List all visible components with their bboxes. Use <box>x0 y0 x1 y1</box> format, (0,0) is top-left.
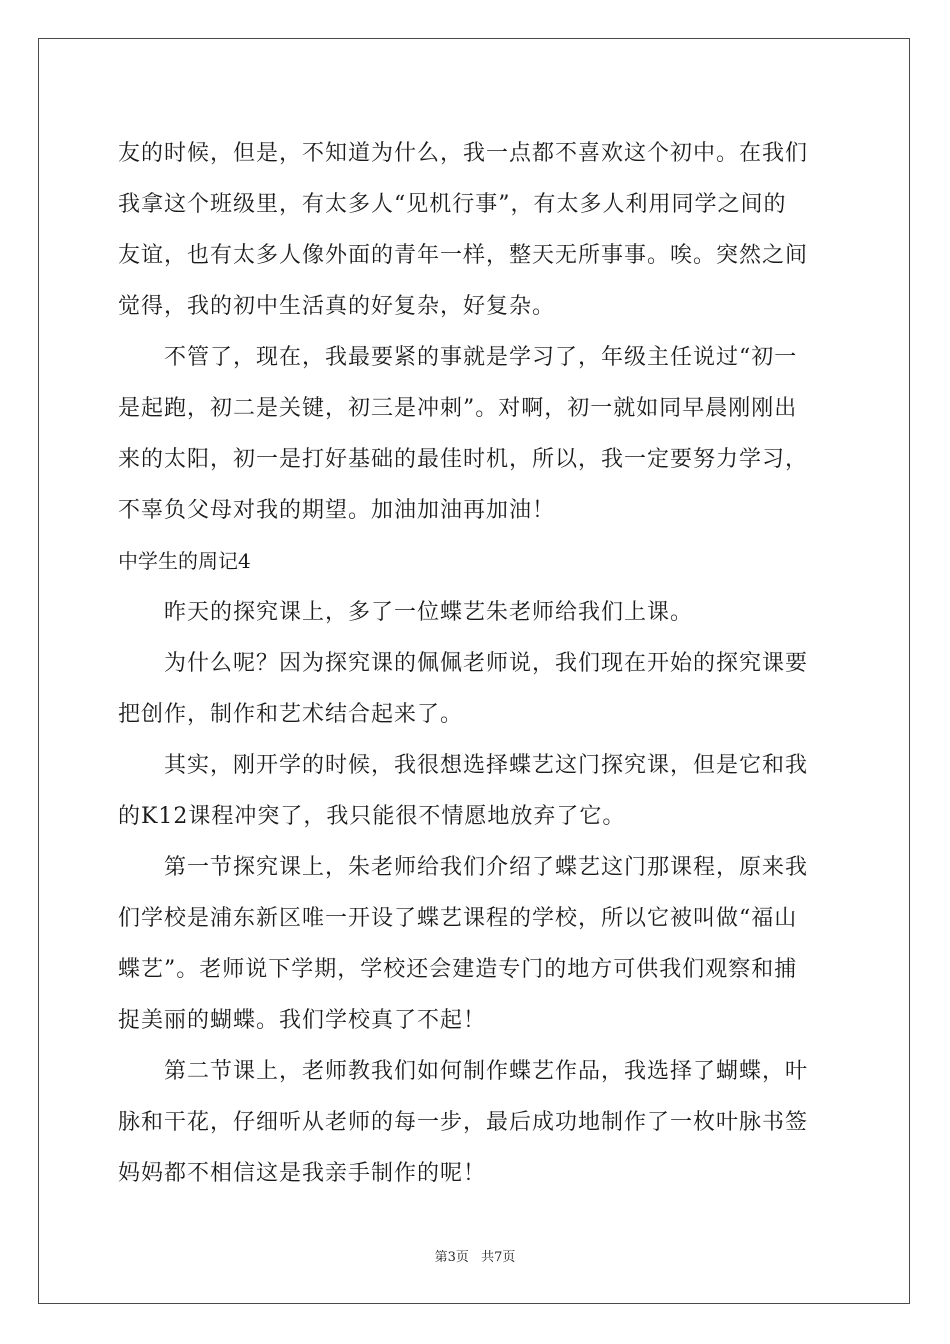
paragraph-line: 不辜负父母对我的期望。加油加油再加油！ <box>118 498 556 523</box>
paragraph-line: 友的时候，但是，不知道为什么，我一点都不喜欢这个初中。在我们 <box>118 141 809 166</box>
paragraph-line: 第二节课上，老师教我们如何制作蝶艺作品，我选择了蝴蝶，叶 <box>164 1059 809 1084</box>
paragraph-line: 的K12课程冲突了，我只能很不情愿地放弃了它。 <box>118 804 626 829</box>
paragraph-line: 妈妈都不相信这是我亲手制作的呢！ <box>118 1161 487 1186</box>
paragraph-line: 第一节探究课上，朱老师给我们介绍了蝶艺这门那课程，原来我 <box>164 855 809 880</box>
paragraph-line: 脉和干花，仔细听从老师的每一步，最后成功地制作了一枚叶脉书签 <box>118 1110 809 1135</box>
document-body <box>118 128 836 1199</box>
paragraph-line: 昨天的探究课上，多了一位蝶艺朱老师给我们上课。 <box>164 600 694 625</box>
paragraph-line: 是起跑，初二是关键，初三是冲刺”。对啊，初一就如同早晨刚刚出 <box>118 396 798 421</box>
paragraph-line: 其实，刚开学的时候，我很想选择蝶艺这门探究课，但是它和我 <box>164 753 809 778</box>
paragraph-line: 把创作，制作和艺术结合起来了。 <box>118 702 464 727</box>
section-heading: 中学生的周记4 <box>118 549 251 573</box>
paragraph-line: 为什么呢？因为探究课的佩佩老师说，我们现在开始的探究课要 <box>164 651 809 676</box>
paragraph-line: 来的太阳，初一是打好基础的最佳时机，所以，我一定要努力学习， <box>118 447 809 472</box>
paragraph-line: 捉美丽的蝴蝶。我们学校真了不起！ <box>118 1008 487 1033</box>
paragraph-line: 友谊，也有太多人像外面的青年一样，整天无所事事。唉。突然之间 <box>118 243 809 268</box>
page-footer <box>0 1246 950 1265</box>
paragraph-line: 不管了，现在，我最要紧的事就是学习了，年级主任说过“初一 <box>164 345 798 370</box>
page-number-total: 共7页 <box>481 1250 516 1265</box>
page-number-current: 第3页 <box>434 1250 469 1265</box>
paragraph-line: 蝶艺”。老师说下学期，学校还会建造专门的地方可供我们观察和捕 <box>118 957 798 982</box>
paragraph-line: 觉得，我的初中生活真的好复杂，好复杂。 <box>118 294 556 319</box>
paragraph-line: 们学校是浦东新区唯一开设了蝶艺课程的学校，所以它被叫做“福山 <box>118 906 798 931</box>
paragraph-line: 我拿这个班级里，有太多人“见机行事”，有太多人利用同学之间的 <box>118 192 787 217</box>
